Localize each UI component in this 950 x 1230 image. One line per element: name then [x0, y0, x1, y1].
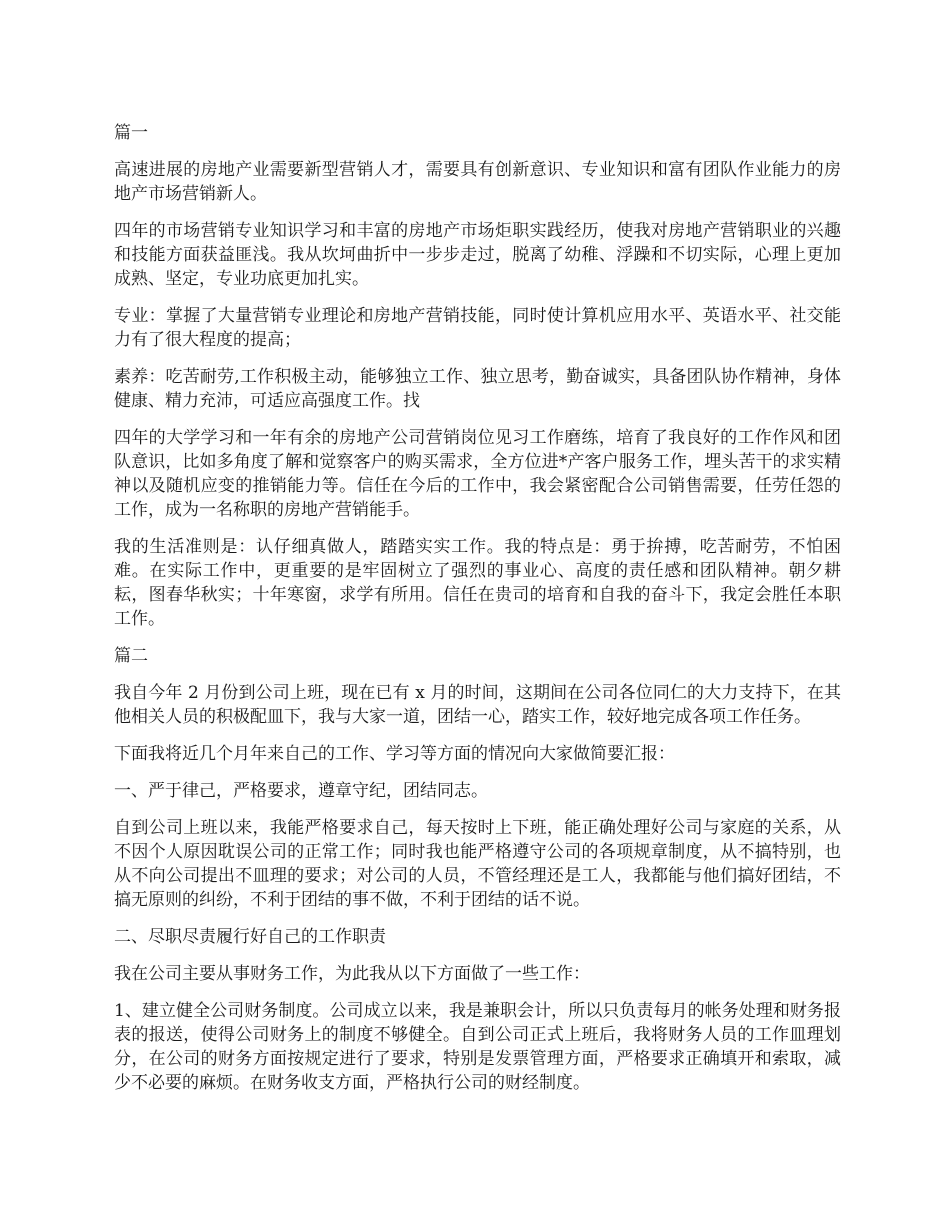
paragraph: 专业：掌握了大量营销专业理论和房地产营销技能，同时使计算机应用水平、英语水平、社交能力有了很大程度的提高；: [114, 306, 841, 350]
section-heading-1: 篇一: [114, 123, 148, 143]
paragraph: 我在公司主要从事财务工作，为此我从以下方面做了一些工作：: [114, 964, 590, 984]
subheading: 一、严于律己，严格要求，遵章守纪，团结同志。: [114, 781, 488, 801]
paragraph: 四年的大学学习和一年有余的房地产公司营销岗位见习工作磨练，培育了我良好的工作作风和团队意识，比如多角度了解和觉察客户的购买需求，全方位进*产客户服务工作，埋头苦干的求实精神以及随机应变的推销能力等。信任在今后的工作中，我会紧密配合公司销售需要，任劳任怨的工作，成为一名称职的房地产营销能手。: [114, 428, 841, 520]
section-heading-2: 篇二: [114, 646, 148, 666]
paragraph: 下面我将近几个月年来自己的工作、学习等方面的情况向大家做简要汇报：: [114, 744, 675, 764]
paragraph: 1、建立健全公司财务制度。公司成立以来，我是兼职会计，所以只负责每月的帐务处理和财务报表的报送，使得公司财务上的制度不够健全。自到公司正式上班后，我将财务人员的工作皿理划分，在公司的财务方面按规定进行了要求，特别是发票管理方面，严格要求正确填开和索取，减少不必要的麻烦。在财务收支方面，严格执行公司的财经制度。: [114, 1001, 841, 1093]
paragraph: 四年的市场营销专业知识学习和丰富的房地产市场炬职实践经历，使我对房地产营销职业的兴趣和技能方面获益匪浅。我从坎坷曲折中一步步走过，脱离了幼稚、浮躁和不切实际，心理上更加成熟、坚定，专业功底更加扎实。: [114, 221, 841, 289]
paragraph: 我的生活准则是：认仔细真做人，踏踏实实工作。我的特点是：勇于拚搏，吃苦耐劳，不怕困难。在实际工作中，更重要的是牢固树立了强烈的事业心、高度的责任感和团队精神。朝夕耕耘，图春华秋实；十年寒窗，求学有所用。信任在贵司的培育和自我的奋斗下，我定会胜任本职工作。: [114, 537, 841, 629]
subheading: 二、尽职尽责履行好自己的工作职责: [114, 927, 386, 947]
paragraph: 素养：吃苦耐劳,工作积极主动，能够独立工作、独立思考，勤奋诚实，具备团队协作精神，身体健康、精力充沛，可适应高强度工作。找: [114, 367, 841, 411]
paragraph: 我自今年 2 月份到公司上班，现在已有 x 月的时间，这期间在公司各位同仁的大力支持下，在其他相关人员的积极配皿下，我与大家一道，团结一心，踏实工作，较好地完成各项工作任务。: [114, 683, 841, 727]
paragraph: 自到公司上班以来，我能严格要求自己，每天按时上下班，能正确处理好公司与家庭的关系，从不因个人原因耽误公司的正常工作；同时我也能严格遵守公司的各项规章制度，从不搞特别，也从不向公司提出不皿理的要求；对公司的人员，不管经理还是工人，我都能与他们搞好团结，不搞无原则的纠纷，不利于团结的事不做，不利于团结的话不说。: [114, 818, 841, 910]
paragraph: 高速进展的房地产业需要新型营销人才，需要具有创新意识、专业知识和富有团队作业能力的房地产市场营销新人。: [114, 160, 841, 204]
document-body: [114, 121, 841, 1108]
